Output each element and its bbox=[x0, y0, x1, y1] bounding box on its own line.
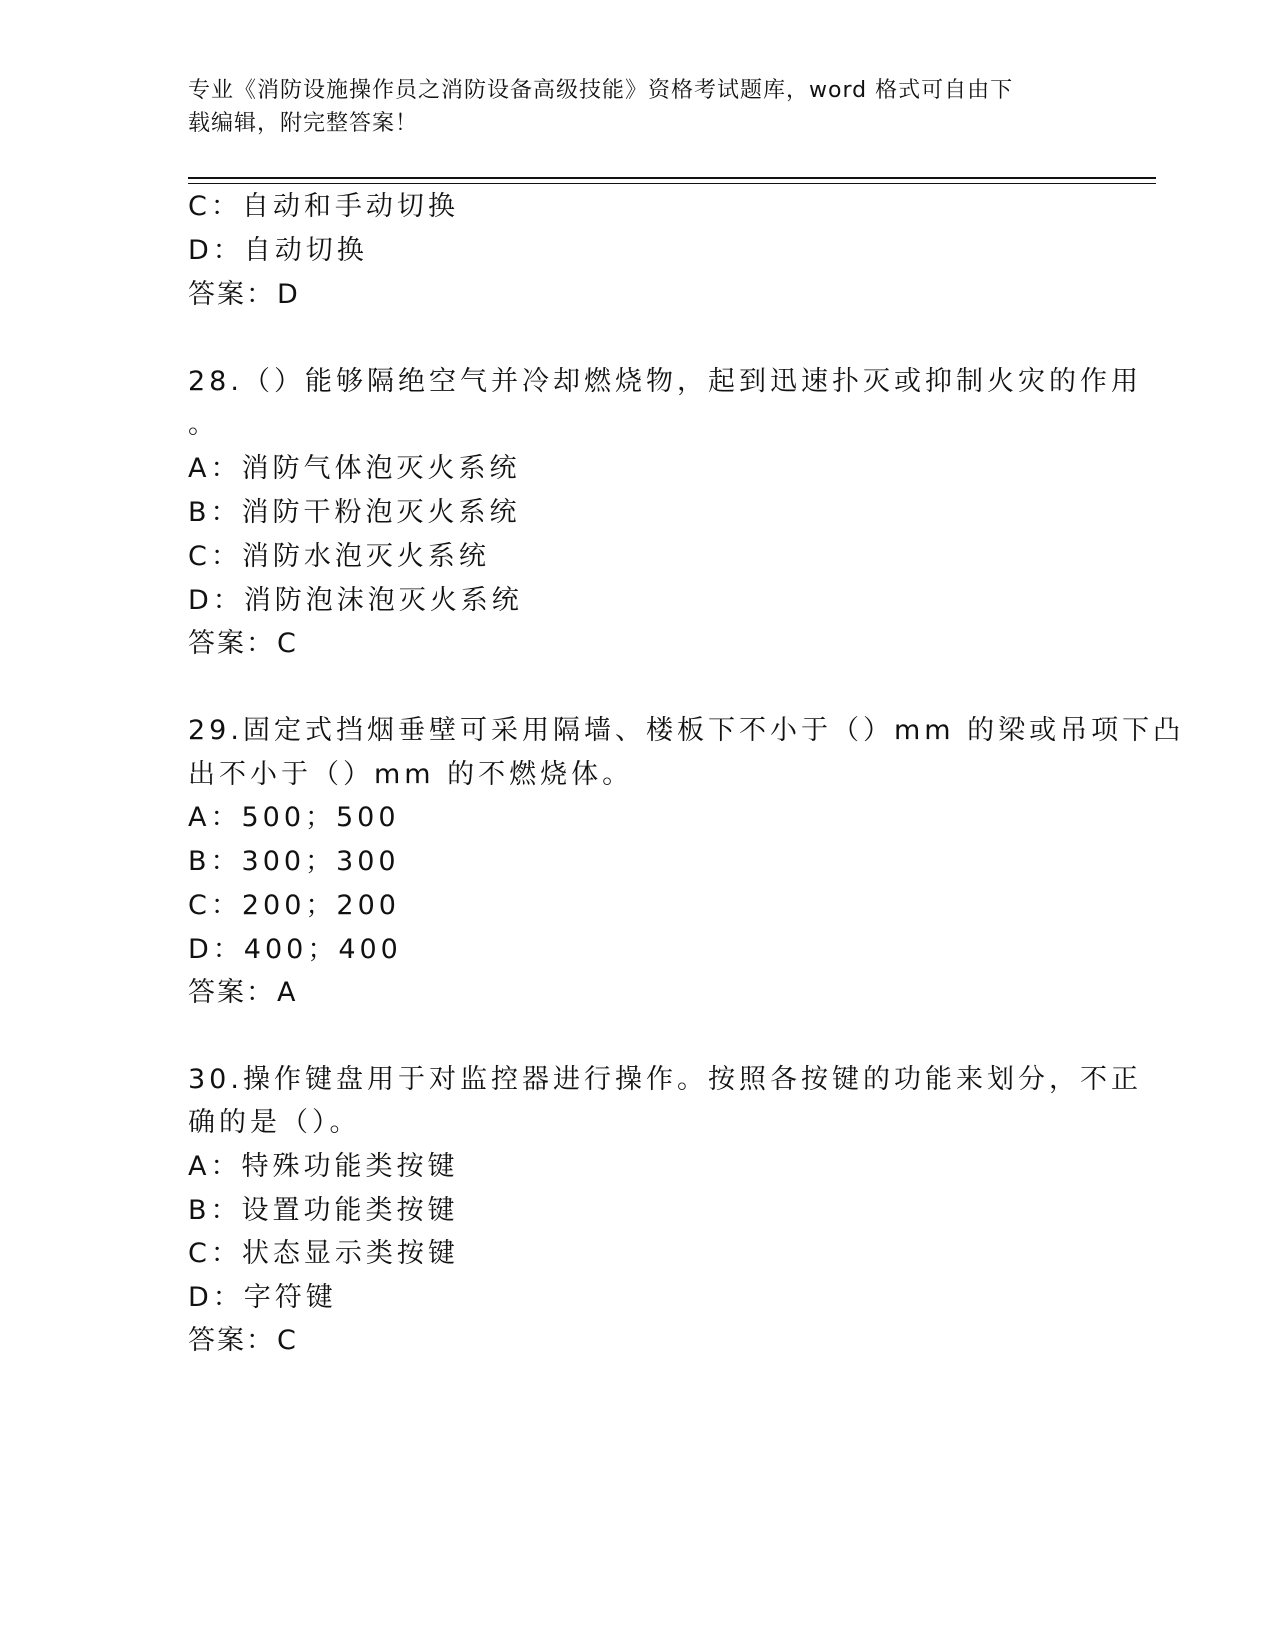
q29-option-d: D：400；400 bbox=[188, 934, 402, 965]
q30-option-c: C：状态显示类按键 bbox=[188, 1238, 459, 1269]
q28-stem-line-2: 。 bbox=[188, 409, 219, 440]
header-line-1: 专业《消防设施操作员之消防设备高级技能》资格考试题库，word 格式可自由下 bbox=[188, 78, 1014, 103]
answer-label: 答案： bbox=[188, 1325, 275, 1356]
q29-answer bbox=[188, 978, 297, 1008]
q28-stem-line-1: 28.（）能够隔绝空气并冷却燃烧物，起到迅速扑灭或抑制火灾的作用 bbox=[188, 366, 1142, 397]
answer-value: D bbox=[277, 279, 300, 310]
q28-option-d: D：消防泡沫泡灭火系统 bbox=[188, 585, 523, 616]
document-header bbox=[188, 74, 1088, 140]
q29-option-a: A：500；500 bbox=[188, 802, 400, 833]
q29-option-c: C：200；200 bbox=[188, 890, 400, 921]
q28-option-b: B：消防干粉泡灭火系统 bbox=[188, 497, 521, 528]
q30-option-a: A：特殊功能类按键 bbox=[188, 1151, 459, 1182]
q29-stem-line-2: 出不小于（）mm 的不燃烧体。 bbox=[188, 759, 634, 790]
q29-stem-line-1: 29.固定式挡烟垂壁可采用隔墙、楼板下不小于（）mm 的梁或吊项下凸 bbox=[188, 715, 1185, 746]
q30-answer bbox=[188, 1326, 298, 1356]
q28-answer bbox=[188, 629, 298, 659]
q28-option-a: A：消防气体泡灭火系统 bbox=[188, 453, 521, 484]
q30-stem-line-2: 确的是（）。 bbox=[188, 1107, 361, 1138]
answer-label: 答案： bbox=[188, 628, 275, 659]
prev-option-d: D：自动切换 bbox=[188, 235, 368, 266]
answer-value: A bbox=[277, 977, 298, 1008]
q29-option-b: B：300；300 bbox=[188, 846, 400, 877]
prev-option-c: C：自动和手动切换 bbox=[188, 191, 459, 222]
q30-option-b: B：设置功能类按键 bbox=[188, 1195, 459, 1226]
answer-label: 答案： bbox=[188, 977, 275, 1008]
q28-option-c: C：消防水泡灭火系统 bbox=[188, 541, 490, 572]
header-line-2: 载编辑，附完整答案！ bbox=[188, 111, 419, 136]
header-divider-thin bbox=[188, 183, 1156, 184]
q30-option-d: D：字符键 bbox=[188, 1282, 337, 1313]
answer-label: 答案： bbox=[188, 279, 275, 310]
prev-answer bbox=[188, 280, 300, 310]
header-divider-thick bbox=[188, 177, 1156, 179]
answer-value: C bbox=[277, 628, 298, 659]
answer-value: C bbox=[277, 1325, 298, 1356]
q30-stem-line-1: 30.操作键盘用于对监控器进行操作。按照各按键的功能来划分，不正 bbox=[188, 1064, 1142, 1095]
